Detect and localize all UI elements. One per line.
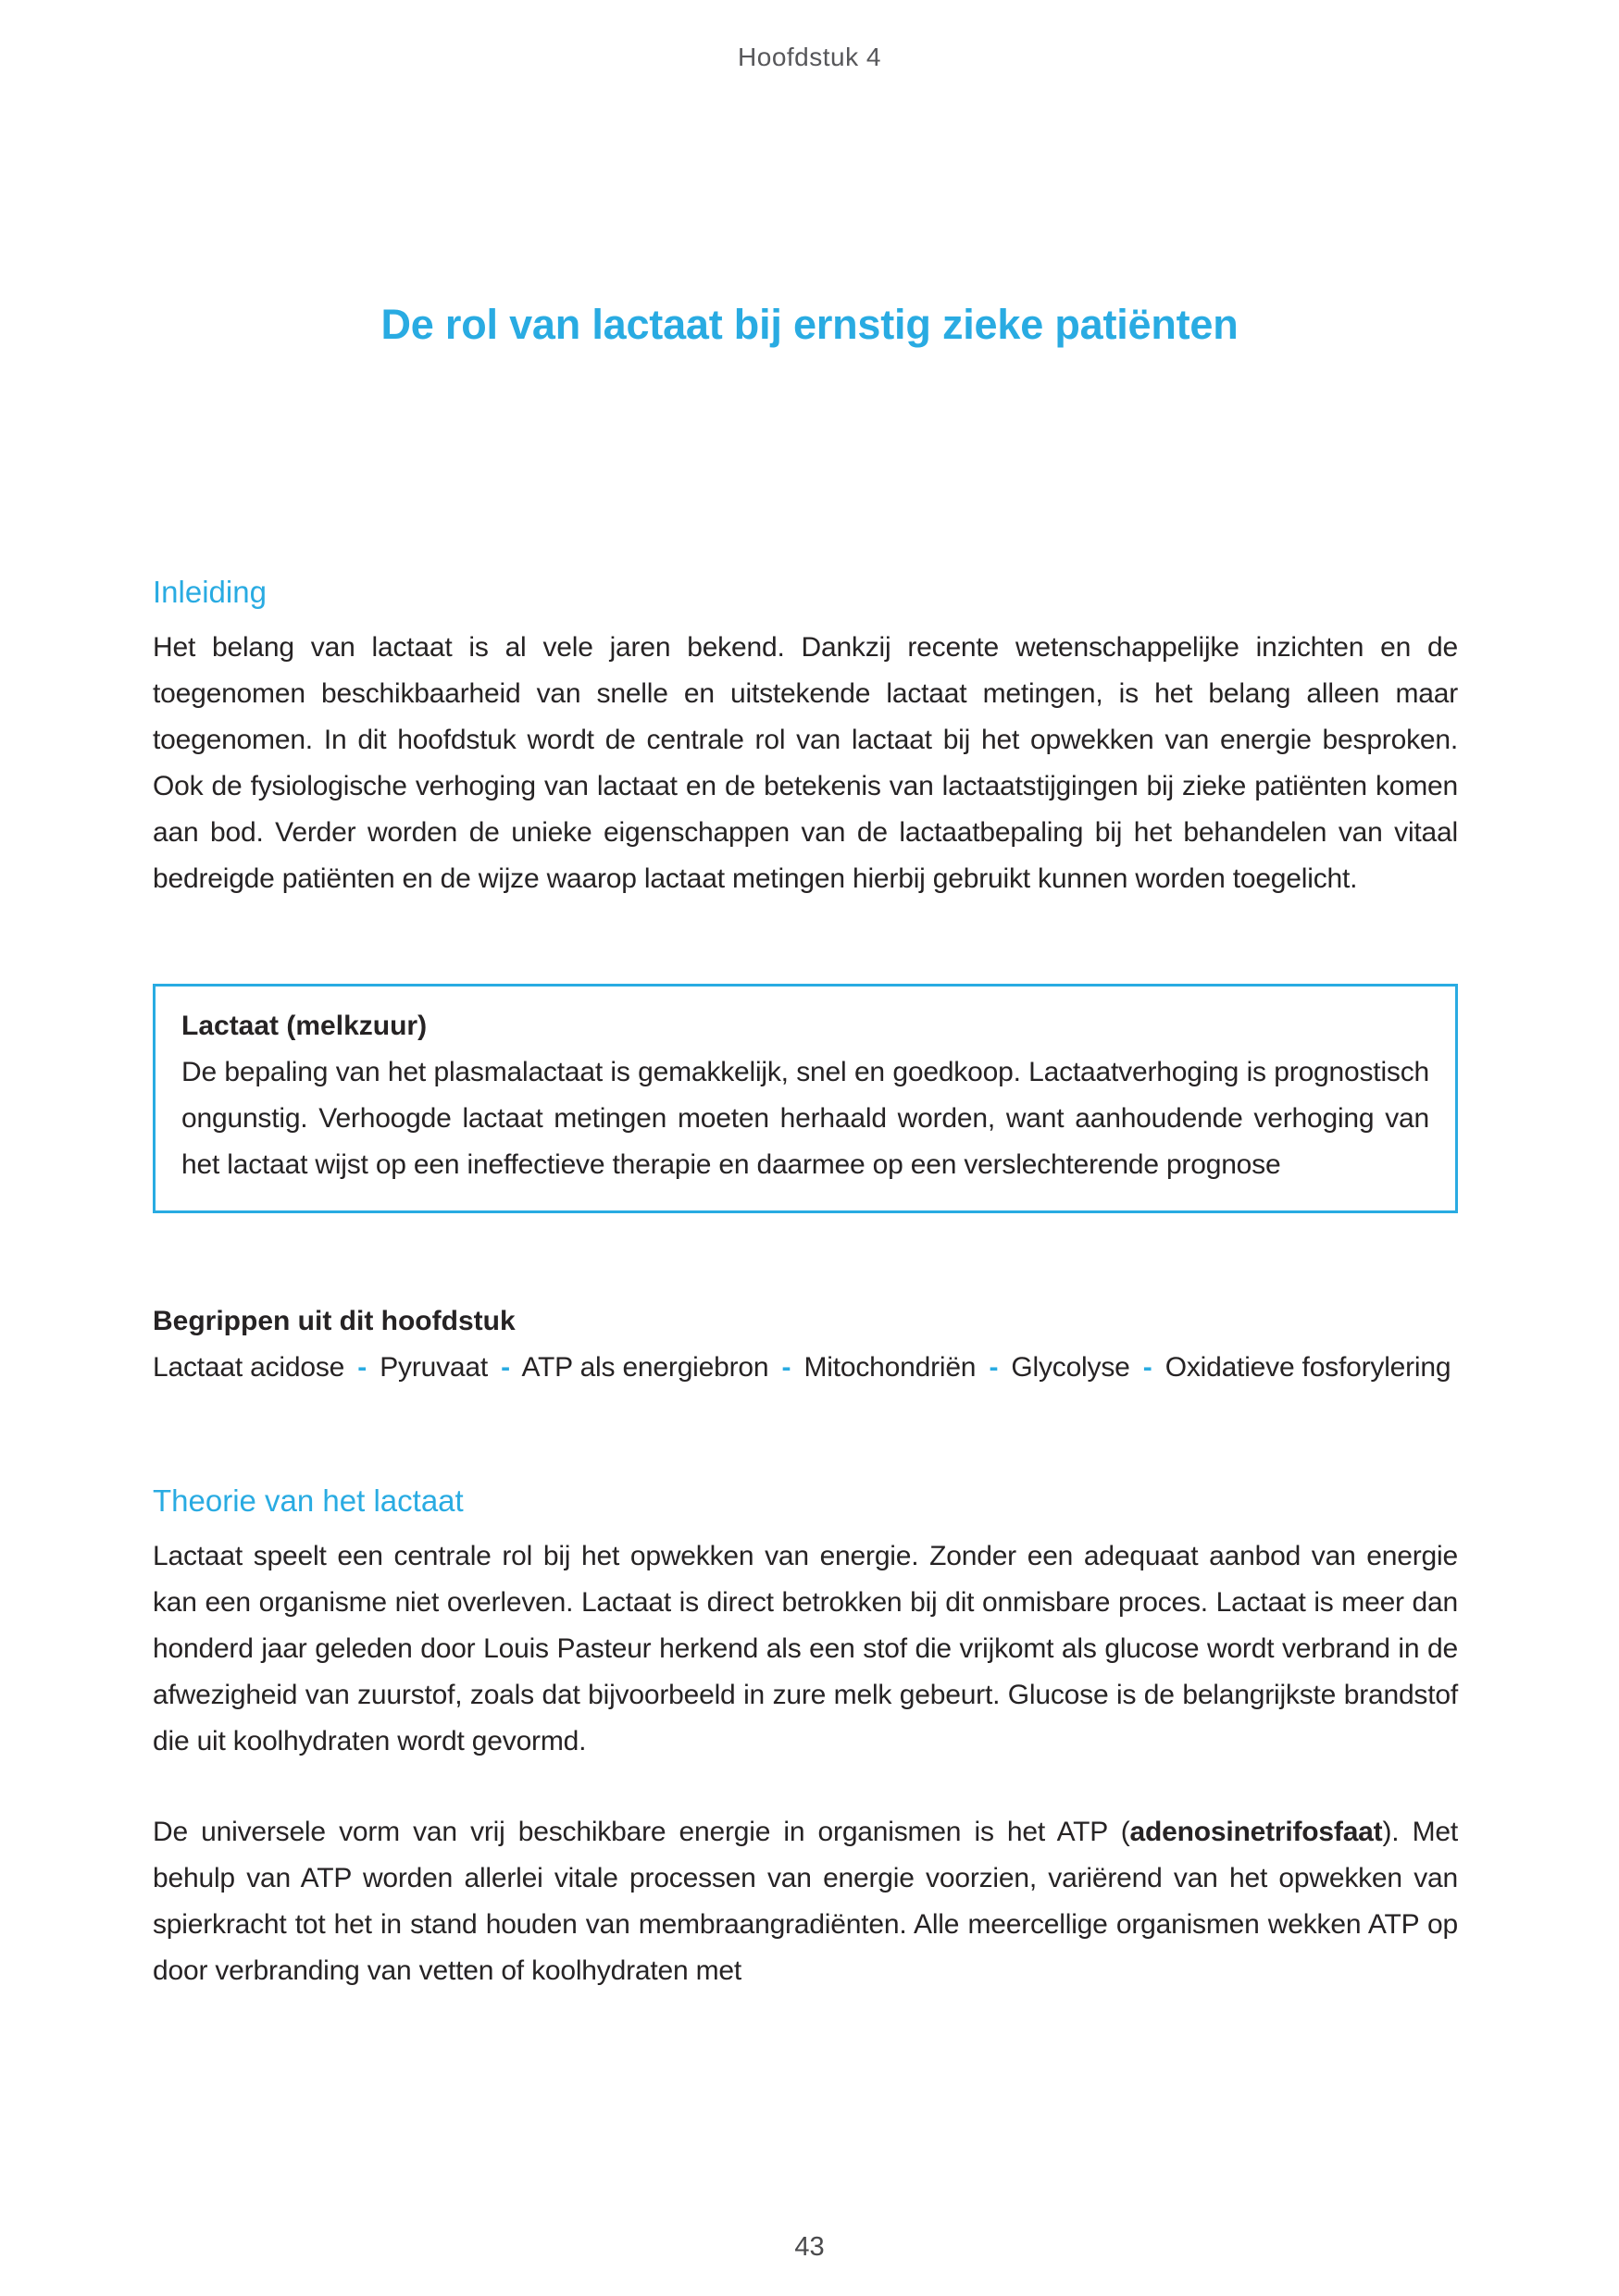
- page-title: De rol van lactaat bij ernstig zieke patiënten: [380, 301, 1239, 348]
- term-separator-dash: -: [1142, 1352, 1152, 1383]
- theorie-paragraph: Lactaat speelt een centrale rol bij het opwekken van energie. Zonder een adequaat aanbod van energie kan een organisme niet overleven. Lactaat is direct betrokken bij dit onmisbare proces. Lactaat is meer dan honderd jaar geleden door Louis Pasteur herkend als een stof die vrijkomt als glucose wordt verbrand in de afwezigheid van zuurstof, zoals dat bijvoorbeeld in zure melk gebeurt. Glucose is de belangrijkste brandstof die uit koolhydraten wordt gevormd.: [153, 1541, 1458, 1756]
- term-pyruvaat: Pyruvaat: [380, 1352, 489, 1383]
- chapter-header: Hoofdstuk 4: [738, 43, 881, 71]
- term-lactaat-acidose: Lactaat acidose: [153, 1352, 345, 1383]
- atp-paragraph-pre: De universele vorm van vrij beschikbare energie in organismen is het ATP (: [153, 1817, 1130, 1847]
- infobox-lactaat: [153, 984, 1458, 1213]
- infobox-body: De bepaling van het plasmalactaat is gemakkelijk, snel en goedkoop. Lactaatverhoging is prognostisch ongunstig. Verhoogde lactaat metingen moeten herhaald worden, want aanhoudende verhoging van het lactaat wijst op een ineffectieve therapie en daarmee op een verslechterende prognose: [181, 1057, 1429, 1180]
- begrippen-terms-list: [153, 1345, 1458, 1391]
- term-mitochondrien: Mitochondriën: [803, 1352, 977, 1383]
- term-separator-dash: -: [989, 1352, 999, 1383]
- page-content: [153, 571, 1458, 1994]
- page-number: 43: [794, 2232, 825, 2262]
- term-glycolyse: Glycolyse: [1011, 1352, 1130, 1383]
- term-separator-dash: -: [357, 1352, 367, 1383]
- atp-paragraph-bold-term: adenosinetrifosfaat: [1129, 1817, 1383, 1847]
- begrippen-heading: Begrippen uit dit hoofdstuk: [153, 1306, 516, 1336]
- section-heading-inleiding: Inleiding: [153, 575, 267, 609]
- term-atp-energiebron: ATP als energiebron: [521, 1352, 769, 1383]
- section-heading-theorie: Theorie van het lactaat: [153, 1483, 464, 1518]
- infobox-heading: Lactaat (melkzuur): [181, 1011, 428, 1041]
- term-oxidatieve-fosforylering: Oxidatieve fosforylering: [1164, 1352, 1451, 1383]
- atp-paragraph: [153, 1809, 1458, 1994]
- term-separator-dash: -: [781, 1352, 791, 1383]
- term-separator-dash: -: [501, 1352, 510, 1383]
- atp-paragraph-post: ). Met behulp van ATP worden allerlei vitale processen van energie voorzien, variërend van het opwekken van spierkracht tot het in stand houden van membraangradiënten. Alle meercellige organismen wekken ATP op door verbranding van vetten of koolhydraten met: [153, 1817, 1458, 1986]
- inleiding-paragraph: Het belang van lactaat is al vele jaren bekend. Dankzij recente wetenschappelijke inzichten en de toegenomen beschikbaarheid van snelle en uitstekende lactaat metingen, is het belang alleen maar toegenomen. In dit hoofdstuk wordt de centrale rol van lactaat bij het opwekken van energie besproken. Ook de fysiologische verhoging van lactaat en de betekenis van lactaatstijgingen bij zieke patiënten komen aan bod. Verder worden de unieke eigenschappen van de lactaatbepaling bij het behandelen van vitaal bedreigde patiënten en de wijze waarop lactaat metingen hierbij gebruikt kunnen worden toegelicht.: [153, 632, 1458, 894]
